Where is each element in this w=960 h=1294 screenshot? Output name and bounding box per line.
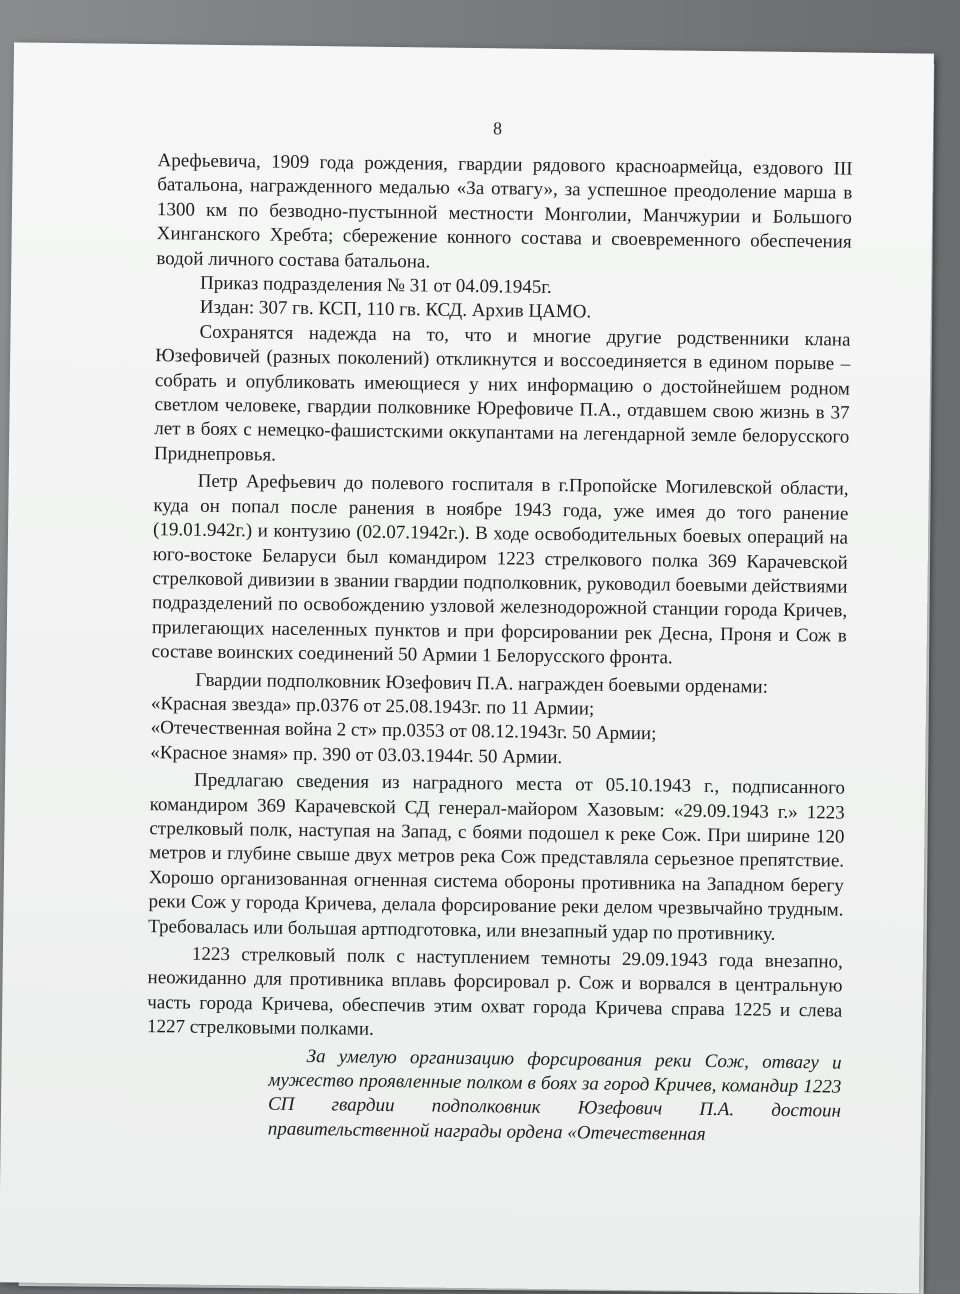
document-page (0, 42, 934, 1293)
paragraph-continuation: Арефьевича, 1909 года рождения, гвардии рядового красноармейца, ездового III батальона, награжденного медалью «За отвагу», за успешное преодоление марша в 1300 км по безводно-пустынной местности Монголии, Манчжурии и Большого Хинганского Хребта; сбережение конного состава и своевременного обеспечения водой личного состава батальона. (156, 150, 853, 273)
award-item: «Отечественная война 2 ст» пр.0353 от 08.12.1943г. 50 Армии; (150, 717, 657, 745)
paragraph-issued: Издан: 307 гв. КСП, 110 гв. КСД. Архив ЦАМО. (199, 297, 592, 323)
award-quote: За умелую организацию форсирования реки Сож, отвагу и мужество проявленные полком в боях за город Кричев, командир 1223 СП гвардии подполковник Юзефович П.А. достоин правительственной награды ордена «Отечественная (267, 1045, 842, 1145)
paragraph-awards-intro: Гвардии подполковник Юзефович П.А. награжден боевыми орденами: (195, 669, 769, 698)
paragraph-crossing: 1223 стрелковый полк с наступлением темноты 29.09.1943 года внезапно, неожиданно для противника вплавь форсировал р. Сож и ворвался в центральную часть города Кричева, обеспечив этим охват города Кричева справа 1225 и слева 1227 стрелковыми полками. (146, 943, 843, 1041)
award-item: «Красная звезда» пр.0376 от 25.08.1943г. по 11 Армии; (150, 693, 595, 720)
award-item: «Красное знамя» пр. 390 от 03.03.1944г. 50 Армии. (150, 741, 563, 768)
paragraph-biography: Петр Арефьевич до полевого госпиталя в г.Пропойске Могилевской области, куда он попал после ранения в ноябре 1943 года, уже имея до того ранение (19.01.942г.) и контузию (02.07.1942г.). В ходе освободительных боевых операций на юго-востоке Беларуси был командиром 1223 стрелкового полка 369 Карачевской стрелковой дивизии в звании гвардии подполковник, руководил боевыми действиями подразделений по освобождению узловой железнодорожной станции города Кричев, прилегающих населенных пунктов и при форсировании рек Десна, Проня и Сож в составе воинских соединений 50 Армии 1 Белорусского фронта. (151, 470, 849, 669)
paragraph-citation: Предлагаю сведения из наградного места от 05.10.1943 г., подписанного командиром 369 Карачевской СД генерал-майором Хазовым: «29.09.1943 г.» 1223 стрелковый полк, наступая на Запад, с боями подошел к реке Сож. При ширине 120 метров и глубине свыше двух метров река Сож представляла серьезное препятствие. Хорошо организованная огненная система обороны противника на Западном берегу реки Сож у города Кричева, делала форсирование реки делом чрезвычайно трудным. Требовалась или большая артподготовка, или внезапный удар по противнику. (148, 769, 846, 945)
document-body (146, 149, 853, 1149)
paragraph-hope: Сохранятся надежда на то, что и многие другие родственники клана Юзефовичей (разных поколений) откликнутся и воссоединяется в едином порыве – собрать и опубликовать имеющиеся у них информацию о достойнейшем родном светлом человеке, гвардии полковнике Юрефовиче П.А., отдавшем свою жизнь в 37 лет в боях с немецко-фашистскими оккупантами на легендарной земле белорусского Приднепровья. (153, 321, 851, 466)
page-number: 8 (492, 118, 503, 139)
paragraph-order: Приказ подразделения № 31 от 04.09.1945г. (199, 272, 552, 298)
